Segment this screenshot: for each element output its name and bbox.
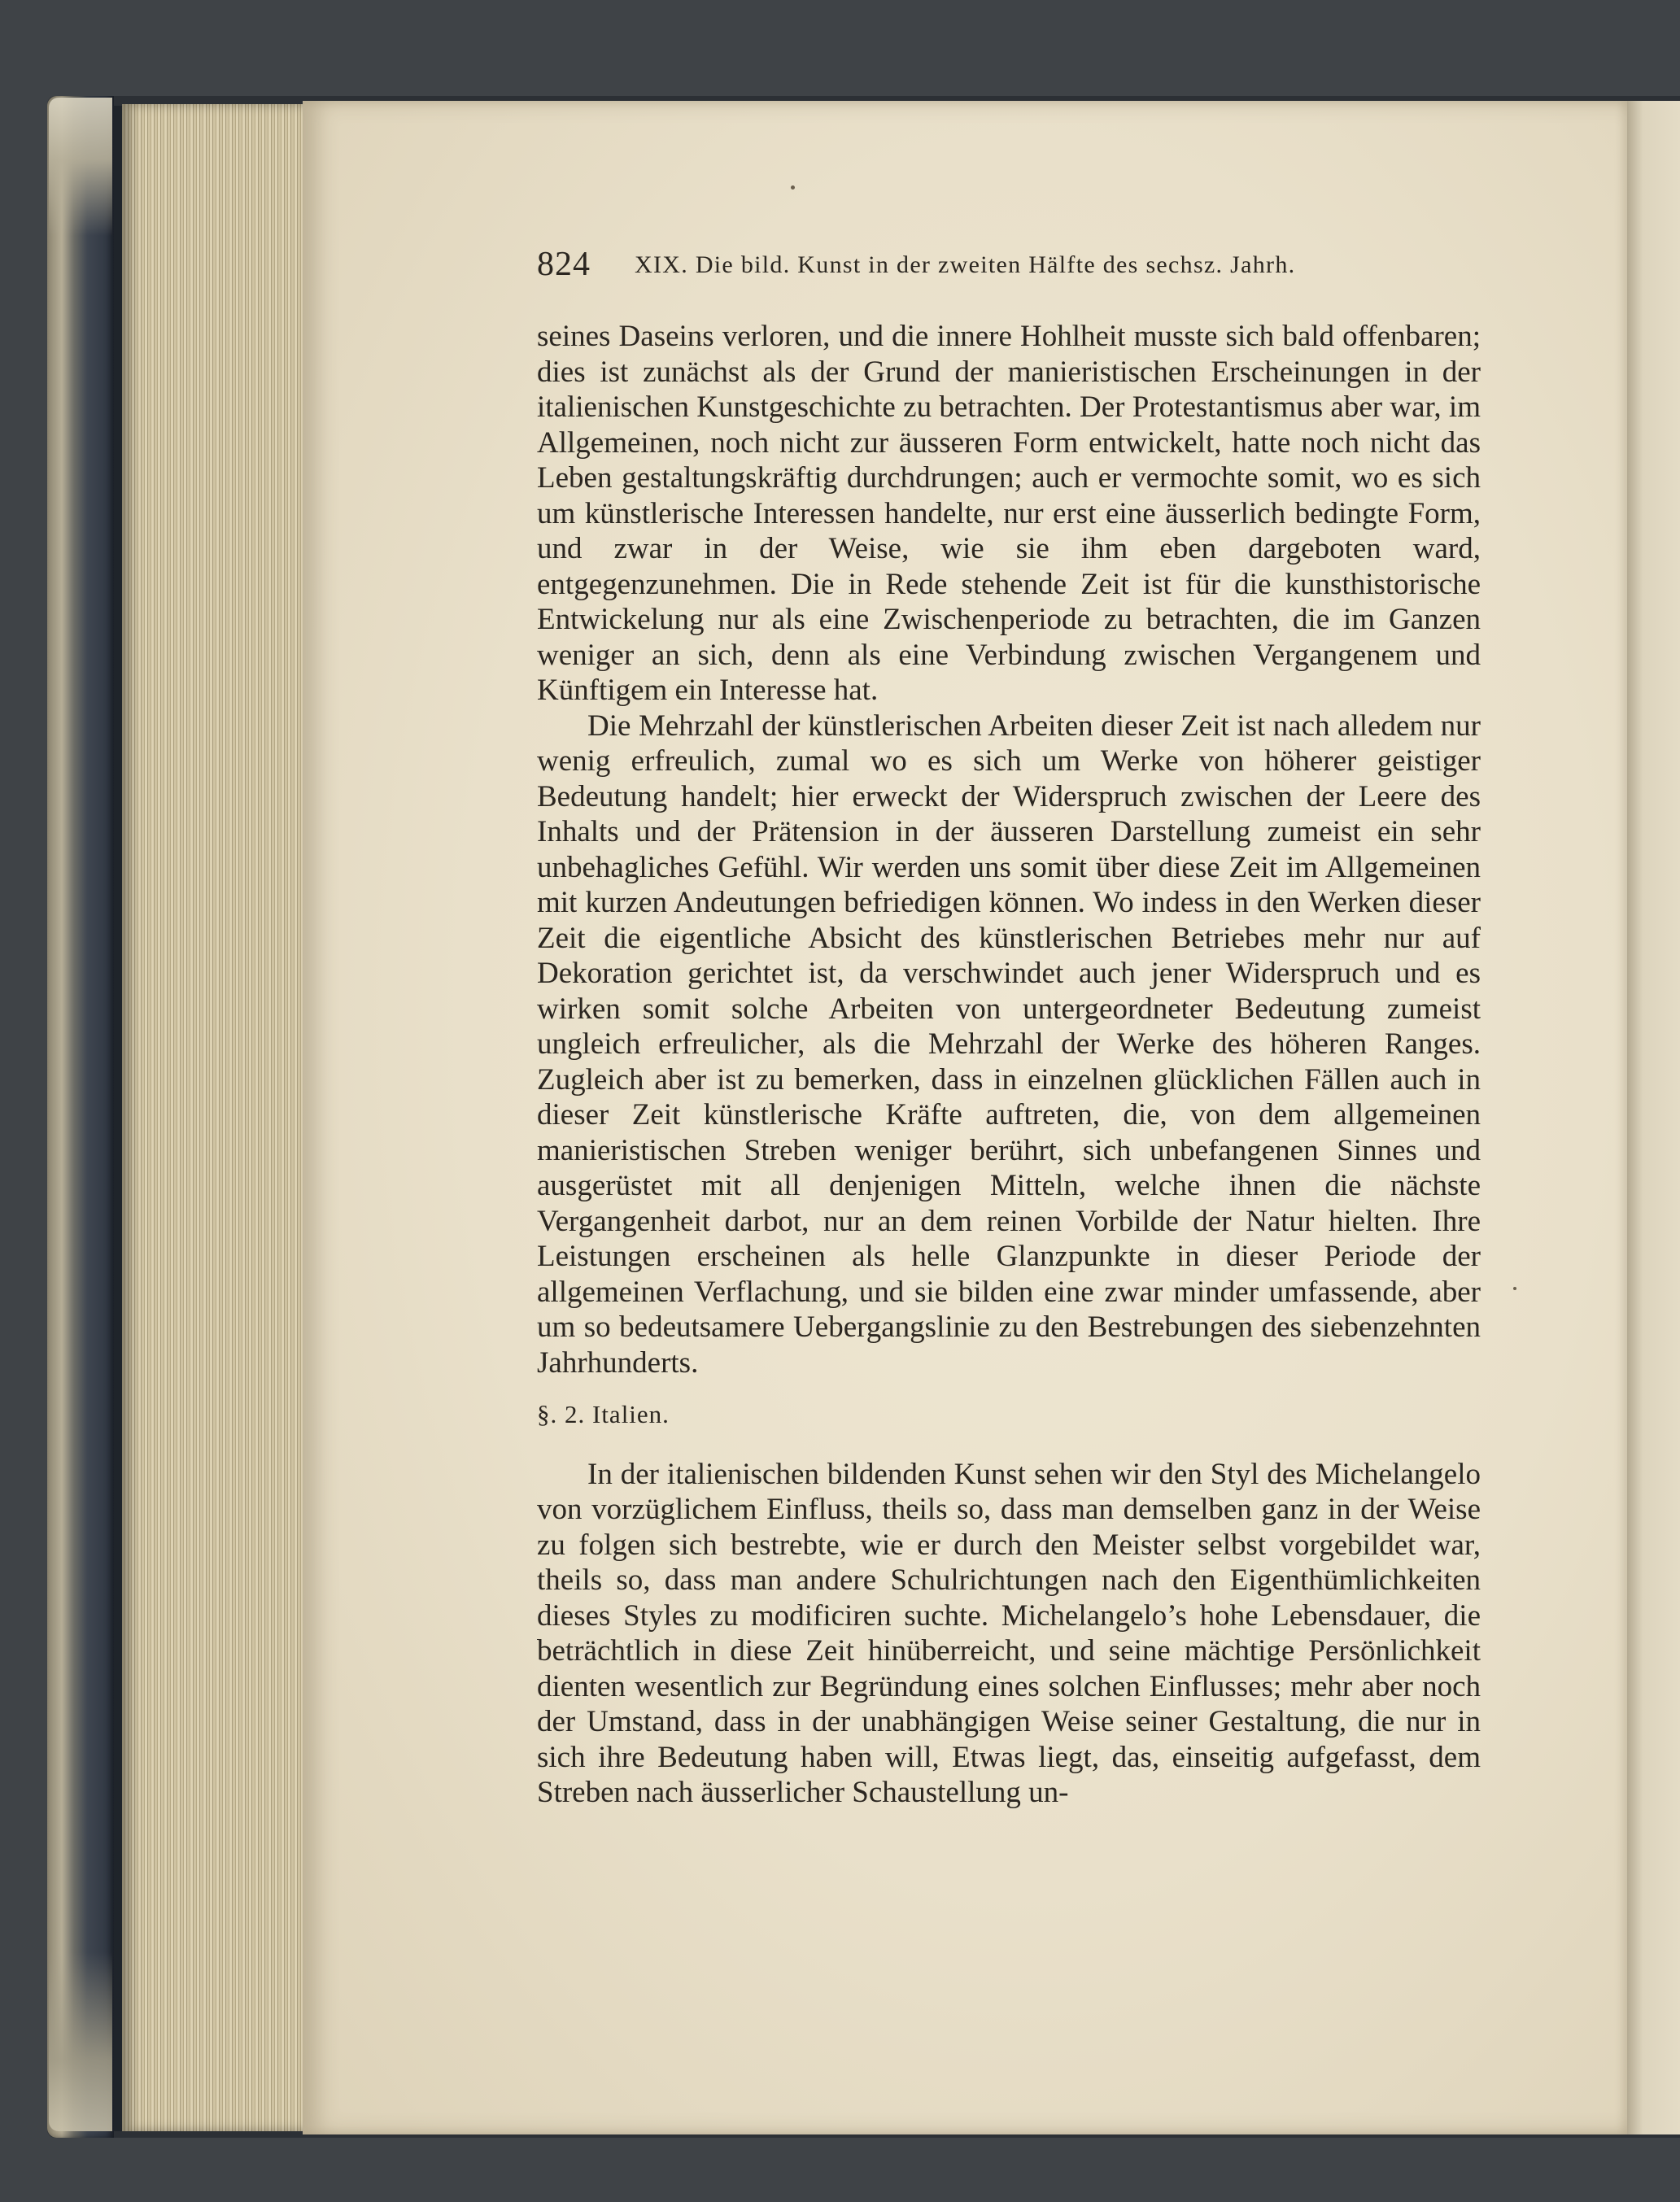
book-binding xyxy=(47,96,114,2138)
header-title: XIX. Die bild. Kunst in der zweiten Hälfte des sechsz. Jahrh. xyxy=(635,251,1296,278)
binding-wear-bottom xyxy=(49,1952,112,2131)
paper-speck xyxy=(1513,1287,1516,1290)
section-paragraph: In der italienischen bildenden Kunst sehen wir den Styl des Michelangelo von vorzüglichem Einfluss, theils so, dass man demselben ganz in der Weise zu folgen sich bestrebte, wie er durch den Meister selbst vorgebildet war, theils so, dass man andere Schulrichtungen nach den Eigenthümlichkeiten dieses Styles zu modificiren suchte. Michelangelo’s hohe Lebensdauer, die beträchtlich in diese Zeit hinüberreicht, und seine mächtige Persönlichkeit dienten wesentlich zur Begründung eines solchen Einflusses; mehr aber noch der Umstand, dass in der unabhängigen Weise seiner Gestaltung, die nur in sich ihre Bedeutung haben will, Etwas liegt, das, einseitig aufgefasst, dem Streben nach äusserlicher Schaustellung un- xyxy=(537,1457,1481,1809)
section-heading: §. 2. Italien. xyxy=(537,1400,670,1428)
body-text xyxy=(537,319,1481,1811)
paper-speck xyxy=(791,185,795,190)
binding-wear-top xyxy=(49,98,112,236)
page-edges xyxy=(122,104,303,2131)
next-page-edge xyxy=(1627,101,1680,2134)
running-head xyxy=(537,244,1417,285)
page-number: 824 xyxy=(537,246,591,283)
paragraph-2: Die Mehrzahl der künstlerischen Arbeiten dieser Zeit ist nach alledem nur wenig erfreulich, zumal wo es sich um Werke von höherer geistiger Bedeutung handelt; hier erweckt der Widerspruch zwischen der Leere des Inhalts und der Prätension in der äusseren Darstellung zumeist ein sehr unbehagliches Gefühl. Wir werden uns somit über diese Zeit im Allgemeinen mit kurzen Andeutungen befriedigen können. Wo indess in den Werken dieser Zeit die eigentliche Absicht des künstlerischen Betriebes mehr nur auf Dekoration gerichtet ist, da verschwindet auch jener Widerspruch und es wirken somit solche Arbeiten von untergeordneter Bedeutung zumeist ungleich erfreulicher, als die Mehrzahl der Werke des höheren Ranges. Zugleich aber ist zu bemerken, dass in einzelnen glücklichen Fällen auch in dieser Zeit künstlerische Kräfte auftreten, die, von dem allgemeinen manieristischen Streben weniger berührt, sich unbefangenen Sinnes und ausgerüstet mit all denjenigen Mitteln, welche ihnen die nächste Vergangenheit darbot, nur an dem reinen Vorbilde der Natur hielten. Ihre Leistungen erscheinen als helle Glanzpunkte in dieser Periode der allgemeinen Verflachung, und sie bilden eine zwar minder umfassende, aber um so bedeutsamere Uebergangslinie zu den Bestrebungen des siebenzehnten Jahrhunderts. xyxy=(537,709,1481,1380)
paragraph-1: seines Daseins verloren, und die innere Hohlheit musste sich bald offenbaren; dies ist zunächst als der Grund der manieristischen Erscheinungen in der italienischen Kunstgeschichte zu betrachten. Der Protestantismus aber war, im Allgemeinen, noch nicht zur äusseren Form entwickelt, hatte noch nicht das Leben gestaltungskräftig durchdrungen; auch er vermochte somit, wo es sich um künstlerische Interessen handelte, nur erst eine äusserlich bedingte Form, und zwar in der Weise, wie sie ihm eben dargeboten ward, entgegenzunehmen. Die in Rede stehende Zeit ist für die kunsthistorische Entwickelung nur als eine Zwischenperiode zu betrachten, die im Ganzen weniger an sich, denn als eine Verbindung zwischen Vergangenem und Künftigem ein Interesse hat. xyxy=(537,320,1481,707)
spine-edge xyxy=(114,106,122,2131)
